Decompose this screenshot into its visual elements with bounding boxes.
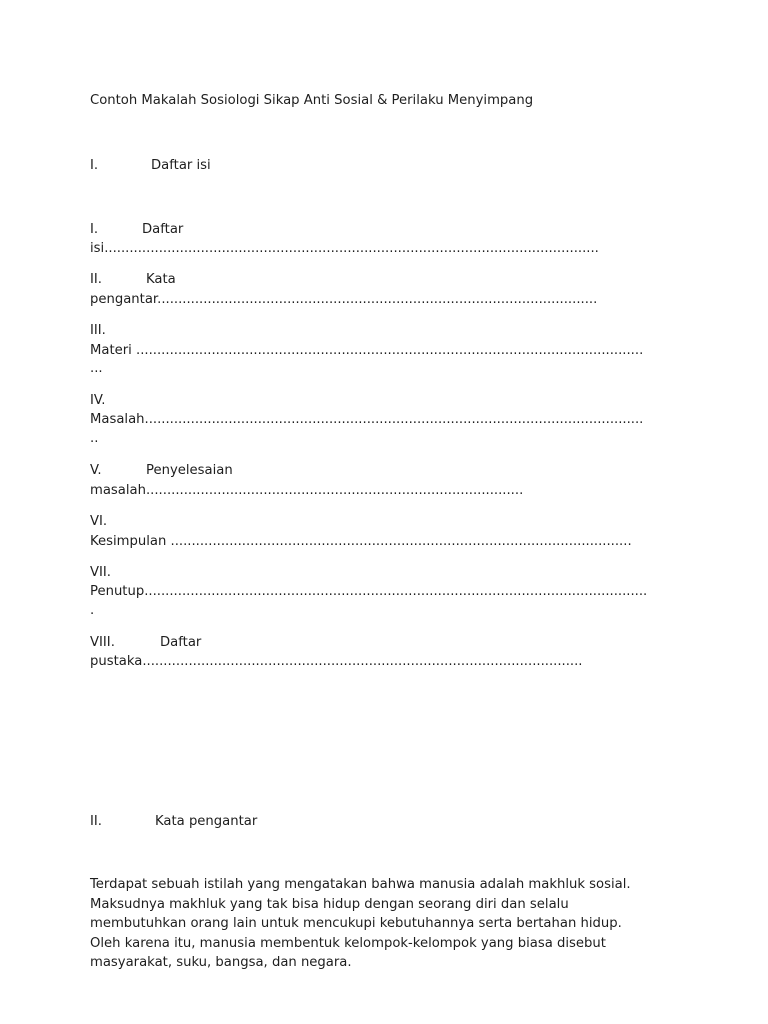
section-title: Kata pengantar — [155, 814, 258, 829]
toc-entry-7-line3: . — [90, 603, 95, 618]
toc-number: II. — [90, 272, 102, 287]
toc-entry-1-line1 — [90, 220, 183, 240]
section-number: II. — [90, 814, 102, 829]
toc-entry-7-line2 — [90, 582, 647, 602]
toc-number: VI. — [90, 514, 108, 529]
toc-label: Daftar — [142, 222, 184, 237]
toc-leader-dots: .......................................................................................... — [145, 483, 524, 498]
toc-label-cont: pengantar — [90, 292, 158, 307]
paragraph-line: Terdapat sebuah istilah yang mengatakan bahwa manusia adalah makhluk sosial. — [90, 877, 631, 892]
toc-number: VIII. — [90, 635, 115, 650]
toc-entry-3-line1 — [90, 321, 106, 341]
toc-label-cont: isi — [90, 241, 105, 256]
toc-entry-5-line1 — [90, 461, 233, 481]
toc-number: I. — [90, 222, 99, 237]
document-title: Contoh Makalah Sosiologi Sikap Anti Sosial & Perilaku Menyimpang — [90, 93, 534, 108]
paragraph-line: Maksudnya makhluk yang tak bisa hidup dengan seorang diri dan selalu — [90, 896, 569, 912]
toc-number: V. — [90, 463, 102, 478]
toc-entry-7-line1 — [90, 563, 111, 583]
toc-leader-dots: ......................................................................................................................... — [131, 343, 644, 358]
toc-entry-2-line1 — [90, 270, 176, 290]
toc-entry-8-line1 — [90, 633, 201, 653]
toc-entry-8-line2 — [90, 652, 583, 672]
toc-entry-4-line3: .. — [90, 431, 99, 446]
toc-label-cont: Materi — [90, 343, 132, 358]
toc-number: III. — [90, 323, 106, 338]
toc-entry-5-line2 — [90, 481, 523, 501]
section-heading-kata-pengantar — [90, 812, 257, 832]
toc-leader-dots: ....................................................................................................................... — [144, 412, 644, 427]
toc-label-cont: Masalah — [90, 412, 145, 427]
section-number: I. — [90, 158, 99, 173]
toc-entry-6-line2 — [90, 532, 632, 552]
body-paragraph — [90, 875, 680, 973]
section-heading-daftar-isi — [90, 156, 211, 176]
toc-number: IV. — [90, 393, 106, 408]
toc-number: VII. — [90, 565, 111, 580]
toc-leader-dots: .............................................................................................................. — [166, 534, 632, 549]
toc-label-cont: Kesimpulan — [90, 534, 167, 549]
paragraph-line: membutuhkan orang lain untuk mencukupi kebutuhannya serta bertahan hidup. — [90, 916, 622, 931]
toc-leader-dots: ......................................................................................................... — [142, 654, 583, 669]
toc-label-cont: pustaka — [90, 654, 143, 669]
toc-leader-dots: ........................................................................................................................ — [144, 584, 648, 599]
toc-entry-1-line2 — [90, 239, 599, 259]
toc-label-cont: masalah — [90, 483, 146, 498]
toc-entry-2-line2 — [90, 290, 597, 310]
toc-entry-4-line2 — [90, 410, 643, 430]
toc-leader-dots: ......................................................................................................... — [157, 292, 598, 307]
toc-label: Daftar — [160, 635, 202, 650]
toc-entry-6-line1 — [90, 512, 107, 532]
paragraph-line: masyarakat, suku, bangsa, dan negara. — [90, 955, 352, 970]
paragraph-line: Oleh karena itu, manusia membentuk kelompok-kelompok yang biasa disebut — [90, 935, 606, 951]
toc-label: Penyelesaian — [146, 463, 233, 478]
toc-entry-4-line1 — [90, 391, 105, 411]
toc-leader-dots: ...................................................................................................................... — [104, 241, 599, 256]
section-title: Daftar isi — [151, 158, 211, 173]
toc-label-cont: Penutup — [90, 584, 145, 599]
toc-entry-3-line3: ... — [90, 361, 103, 376]
toc-entry-3-line2 — [90, 341, 643, 361]
toc-label: Kata — [146, 272, 176, 287]
